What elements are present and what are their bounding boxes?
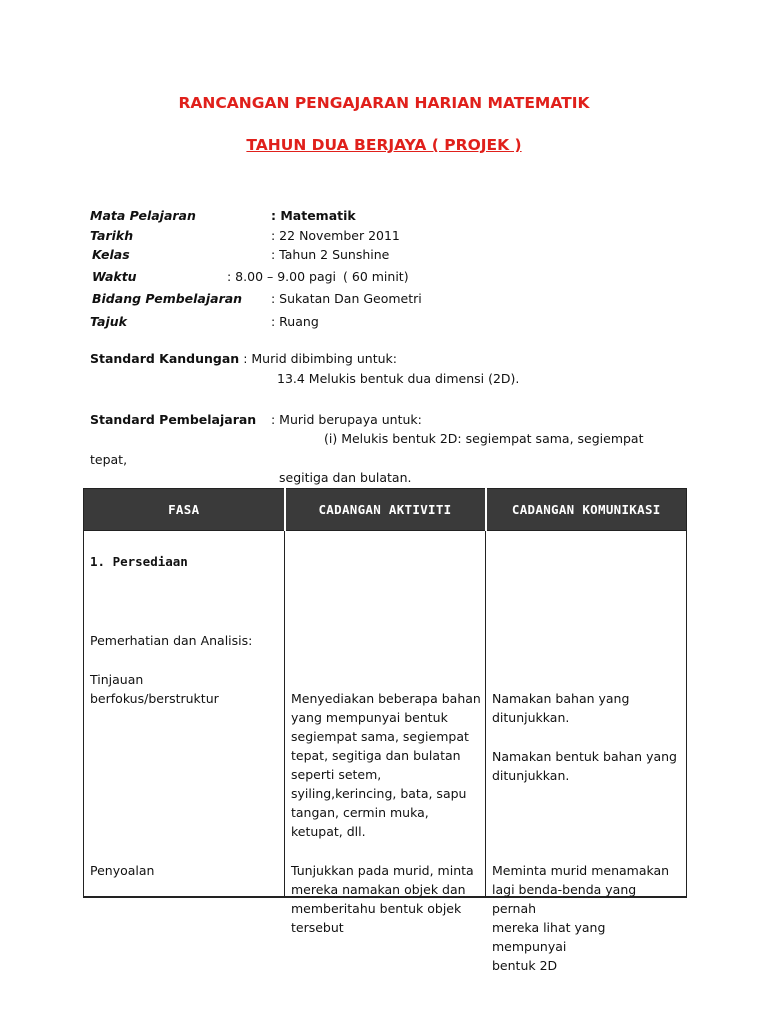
document-title: RANCANGAN PENGAJARAN HARIAN MATEMATIK	[178, 94, 590, 112]
fasa-penyoalan: Penyoalan	[90, 863, 155, 878]
info-value-waktu-time: : 8.00 – 9.00 pagi	[227, 269, 337, 284]
komunikasi-1-line: Namakan bahan yang	[492, 691, 630, 706]
standard-kandungan-intro: : Murid dibimbing untuk:	[243, 351, 397, 366]
standard-kandungan-label: Standard Kandungan	[90, 351, 240, 366]
table-row	[84, 531, 687, 898]
lesson-plan-table	[83, 488, 687, 973]
standard-pembelajaran-line3: segitiga dan bulatan.	[279, 470, 412, 485]
fasa-cell	[84, 531, 285, 898]
aktiviti-2-line: mereka namakan objek dan	[291, 882, 466, 897]
aktiviti-1-line: Menyediakan beberapa bahan	[291, 691, 481, 706]
info-label-waktu: Waktu	[92, 269, 137, 284]
fasa-pemerhatian: Pemerhatian dan Analisis:	[90, 633, 253, 648]
fasa-tinjauan-line2: berfokus/berstruktur	[90, 691, 219, 706]
info-value-waktu-duration: ( 60 minit)	[343, 269, 409, 284]
aktiviti-block-1	[291, 689, 481, 841]
info-value-bidang-pembelajaran: : Sukatan Dan Geometri	[271, 291, 422, 306]
standard-pembelajaran-label: Standard Pembelajaran	[90, 412, 257, 427]
aktiviti-1-line: tepat, segitiga dan bulatan	[291, 748, 461, 763]
fasa-heading: 1. Persediaan	[90, 554, 188, 569]
column-header-fasa: FASA	[84, 489, 285, 531]
standard-kandungan-item: 13.4 Melukis bentuk dua dimensi (2D).	[277, 371, 520, 386]
info-label-tajuk: Tajuk	[90, 314, 127, 329]
aktiviti-2-line: tersebut	[291, 920, 344, 935]
aktiviti-1-line: segiempat sama, segiempat	[291, 729, 469, 744]
document-subtitle: TAHUN DUA BERJAYA ( PROJEK )	[246, 136, 522, 154]
komunikasi-cell	[486, 531, 687, 973]
aktiviti-2-line: Tunjukkan pada murid, minta	[291, 863, 474, 878]
komunikasi-1-line: ditunjukkan.	[492, 710, 570, 725]
table-header-row	[84, 489, 687, 531]
info-label-bidang-pembelajaran: Bidang Pembelajaran	[92, 291, 243, 306]
komunikasi-3-line: Meminta murid menamakan	[492, 863, 670, 878]
komunikasi-block-3	[492, 861, 682, 975]
standard-pembelajaran-intro: : Murid berupaya untuk:	[271, 412, 422, 427]
info-label-kelas: Kelas	[92, 247, 130, 262]
column-header-cadangan-komunikasi: CADANGAN KOMUNIKASI	[486, 489, 687, 531]
standard-pembelajaran-line2: tepat,	[90, 452, 128, 467]
aktiviti-1-line: syiling,kerincing, bata, sapu	[291, 786, 467, 801]
info-label-tarikh: Tarikh	[90, 228, 134, 243]
info-value-tarikh: : 22 November 2011	[271, 228, 400, 243]
info-value-waktu	[227, 269, 409, 284]
info-label-mata-pelajaran: Mata Pelajaran	[90, 208, 196, 223]
aktiviti-1-line: yang mempunyai bentuk	[291, 710, 448, 725]
komunikasi-block-1	[492, 689, 682, 727]
komunikasi-block-2	[492, 747, 682, 785]
komunikasi-3-line: bentuk 2D	[492, 958, 558, 973]
info-value-mata-pelajaran: : Matematik	[271, 208, 356, 223]
fasa-tinjauan-line1: Tinjauan	[90, 672, 144, 687]
aktiviti-2-line: memberitahu bentuk objek	[291, 901, 462, 916]
aktiviti-1-line: seperti setem,	[291, 767, 382, 782]
standard-pembelajaran-line1: (i) Melukis bentuk 2D: segiempat sama, segiempat	[324, 431, 644, 446]
komunikasi-3-line: lagi benda-benda yang pernah	[492, 882, 637, 916]
komunikasi-3-line: mereka lihat yang mempunyai	[492, 920, 606, 954]
aktiviti-1-line: ketupat, dll.	[291, 824, 366, 839]
standard-kandungan	[90, 351, 397, 366]
info-value-kelas: : Tahun 2 Sunshine	[271, 247, 390, 262]
aktiviti-1-line: tangan, cermin muka,	[291, 805, 429, 820]
column-header-cadangan-aktiviti: CADANGAN AKTIVITI	[285, 489, 486, 531]
info-value-tajuk: : Ruang	[271, 314, 319, 329]
aktiviti-block-2	[291, 861, 481, 937]
fasa-tinjauan	[90, 670, 280, 708]
aktiviti-cell	[285, 531, 486, 935]
komunikasi-2-line: Namakan bentuk bahan yang	[492, 749, 677, 764]
komunikasi-2-line: ditunjukkan.	[492, 768, 570, 783]
